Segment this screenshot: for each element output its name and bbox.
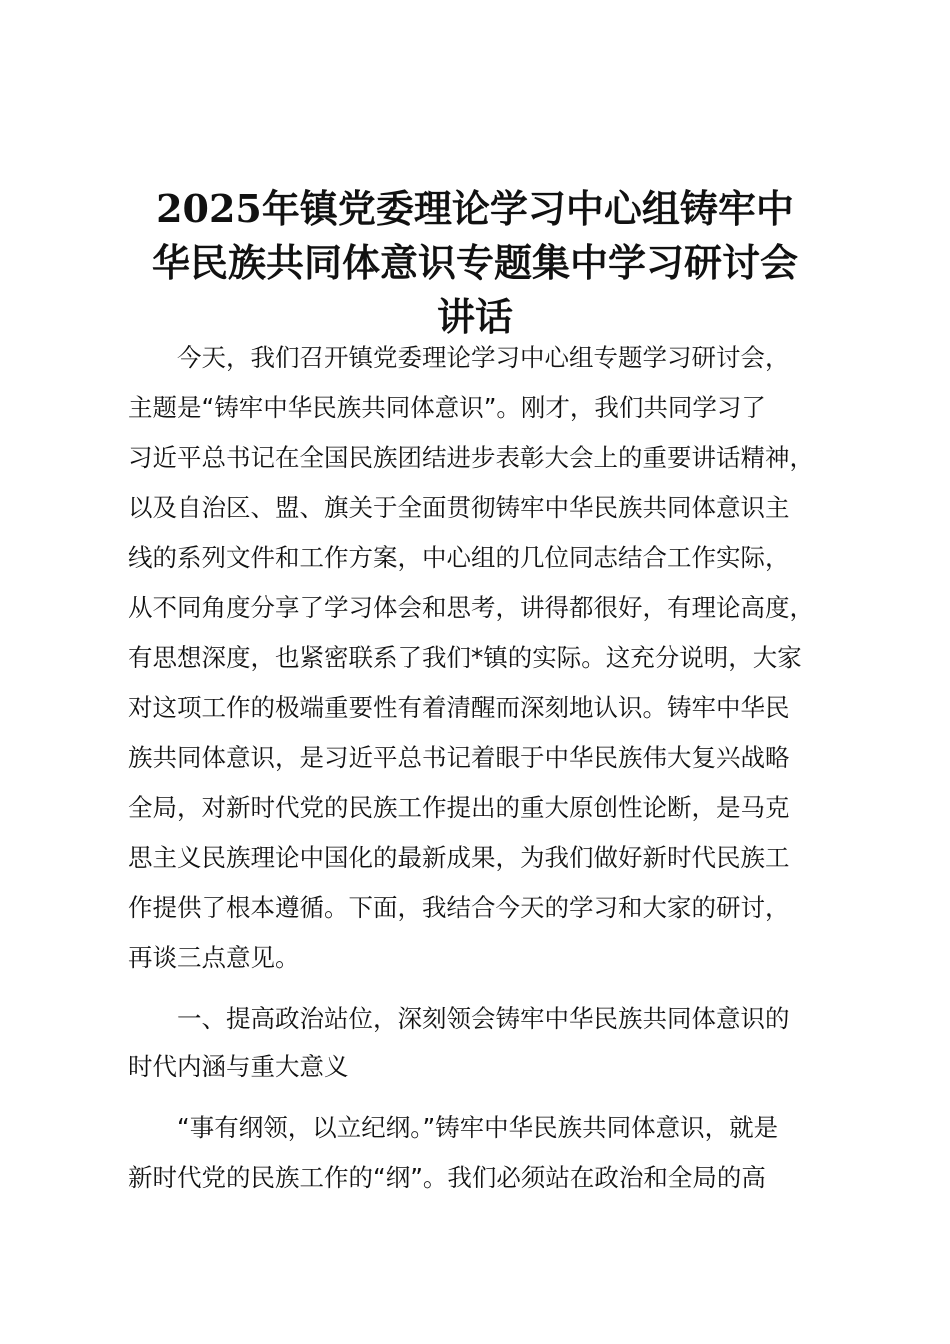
paragraph-line: 从不同角度分享了学习体会和思考，讲得都很好，有理论高度， <box>128 593 814 622</box>
paragraph-line: 习近平总书记在全国民族团结进步表彰大会上的重要讲话精神， <box>128 443 814 472</box>
paragraph-line: 作提供了根本遵循。下面，我结合今天的学习和大家的研讨， <box>128 893 790 922</box>
paragraph-gap <box>128 983 844 995</box>
paragraph-line: 对这项工作的极端重要性有着清醒而深刻地认识。铸牢中华民 <box>128 693 790 722</box>
paragraph-gap <box>128 1091 844 1103</box>
paragraph-line: 有思想深度，也紧密联系了我们*镇的实际。这充分说明，大家 <box>128 643 802 672</box>
paragraph-line: 线的系列文件和工作方案，中心组的几位同志结合工作实际， <box>128 543 790 572</box>
heading-line: 一、提高政治站位，深刻领会铸牢中华民族共同体意识的 <box>177 1004 790 1033</box>
paragraph-line: 以及自治区、盟、旗关于全面贯彻铸牢中华民族共同体意识主 <box>128 493 790 522</box>
paragraph-line: 新时代党的民族工作的“纲”。我们必须站在政治和全局的高 <box>128 1163 766 1192</box>
title-line: 2025年镇党委理论学习中心组铸牢中 <box>156 186 794 231</box>
paragraph-line: 主题是“铸牢中华民族共同体意识”。刚才，我们共同学习了 <box>128 393 766 422</box>
document-body <box>128 333 844 1203</box>
paragraph-line: 今天，我们召开镇党委理论学习中心组专题学习研讨会， <box>177 343 790 372</box>
paragraph-section-1 <box>128 1103 844 1203</box>
paragraph-line: “事有纲领，以立纪纲。”铸牢中华民族共同体意识，就是 <box>177 1113 779 1142</box>
document-title <box>100 182 850 344</box>
heading-line: 时代内涵与重大意义 <box>128 1052 349 1081</box>
paragraph-line: 再谈三点意见。 <box>128 943 300 972</box>
section-heading-1 <box>128 995 844 1091</box>
paragraph-line: 族共同体意识，是习近平总书记着眼于中华民族伟大复兴战略 <box>128 743 790 772</box>
paragraph-line: 全局，对新时代党的民族工作提出的重大原创性论断，是马克 <box>128 793 790 822</box>
title-line: 华民族共同体意识专题集中学习研讨会 <box>151 240 798 285</box>
paragraph-intro <box>128 333 844 983</box>
title-line: 讲话 <box>436 294 513 339</box>
paragraph-line: 思主义民族理论中国化的最新成果，为我们做好新时代民族工 <box>128 843 790 872</box>
